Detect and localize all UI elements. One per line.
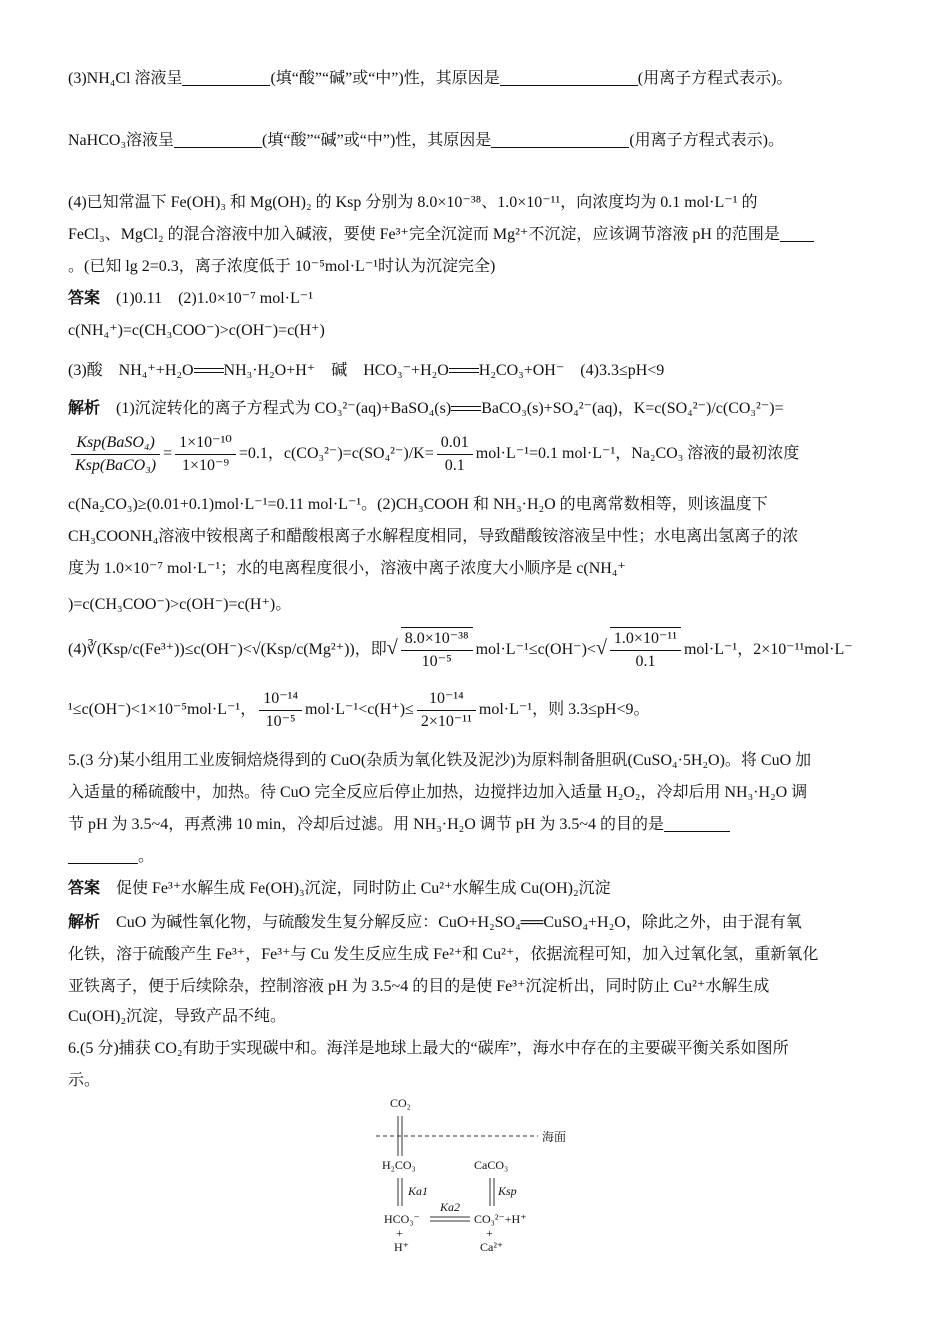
answer-2-text: 促使 Fe³⁺水解生成 Fe(OH)₃沉淀，同时防止 Cu²⁺水解生成 Cu(OH)₂沉淀 [116,880,611,897]
analysis-1-8b: mol·L⁻¹<c(H⁺)≤ [305,701,414,719]
label-plus: + [396,1226,403,1240]
q4-line-2-text: FeCl₃、MgCl₂ 的混合溶液中加入碱液，要使 Fe³⁺完全沉淀而 Mg²⁺不沉淀，应该调节溶液 pH 的范围是 [68,226,780,243]
analysis-1-8a: ¹≤c(OH⁻)<1×10⁻⁵mol·L⁻¹， [68,701,257,719]
equilibrium-arrow [451,405,481,413]
analysis-1-line-8 [68,688,650,733]
fraction-denominator: 10⁻⁵ [265,713,296,730]
q5-line-4 [68,846,154,868]
analysis-1-line-4: CH₃COONH₄溶液中铵根离子和醋酸根离子水解程度相同，导致醋酸铵溶液呈中性；水电离出氢离子的浓 [68,528,799,545]
label-h2co3: H₂CO₃ [382,1158,416,1172]
q5-line-2: 入适量的稀硫酸中，加热。待 CuO 完全反应后停止加热，边搅拌边加入适量 H₂O₂，冷却后用 NH₃·H₂O 调 [68,784,808,801]
answer-2-line [68,878,611,900]
fraction-values [175,432,236,477]
answer-blank[interactable] [780,225,814,242]
analysis-2-1: CuO 为碱性氧化物，与硫酸发生复分解反应：CuO+H₂SO₄══CuSO₄+H₂O，除此之外，由于混有氧 [116,914,802,931]
label-caco3: CaCO₃ [474,1158,509,1172]
q6-line-2: 示。 [68,1072,101,1089]
analysis-1-1b: BaCO₃(s)+SO₄²⁻(aq)，K=c(SO₄²⁻)/c(CO₃²⁻)= [481,400,784,417]
fraction-h2 [417,688,476,733]
fraction-numerator: 10⁻¹⁴ [417,688,476,711]
analysis-2-line-3: 亚铁离子，便于后续除杂，控制溶液 pH 为 3.5~4 的目的是使 Fe³⁺沉淀析出，同时防止 Cu²⁺水解生成 [68,978,770,995]
fraction-numerator: 0.01 [437,432,473,455]
q3-nahco3-mid: (填“酸”“碱”或“中”)性，其原因是 [262,132,492,149]
label-co3: CO₃²⁻+H⁺ [474,1212,527,1226]
fraction-denominator: 0.1 [444,457,465,474]
q3-nahco3-suffix: (用离子方程式表示)。 [629,132,784,149]
answer-label: 答案 [68,880,101,897]
label-ka2: Ka2 [440,1200,461,1214]
q6-line-1: 6.(5 分)捕获 CO₂有助于实现碳中和。海洋是地球上最大的“碳库”，海水中存在的主要碳平衡关系如图所 [68,1040,789,1057]
q3-nh4cl-suffix: (用离子方程式表示)。 [637,70,793,87]
q5-line-3 [68,814,730,836]
analysis-label: 解析 [68,914,101,931]
analysis-1-1a: (1)沉淀转化的离子方程式为 CO₃²⁻(aq)+BaSO₄(s) [116,400,452,417]
carbon-equilibrium-diagram [370,1094,580,1264]
label-hco3: HCO₃⁻ [384,1212,420,1226]
fraction-denominator: Ksp(BaCO₃) [75,457,157,474]
answer-blank[interactable] [664,815,730,832]
fraction-ksp [71,432,160,477]
q3-nahco3-prefix: NaHCO₃溶液呈 [68,132,175,149]
analysis-2-line-4: Cu(OH)₂沉淀，导致产品不纯。 [68,1008,287,1025]
answer-1-3b: NH₃·H₂O+H⁺ 碱 HCO₃⁻+H₂O [223,362,449,379]
answer-1-3a: (3)酸 NH₄⁺+H₂O [68,362,194,379]
label-sea-surface: 海面 [542,1130,567,1144]
analysis-1-line-5: 度为 1.0×10⁻⁷ mol·L⁻¹；水的电离程度很小，溶液中离子浓度大小顺序是 c(NH₄⁺ [68,560,626,577]
fraction-numerator: 8.0×10⁻³⁸ [401,628,473,651]
label-ca: Ca²⁺ [480,1240,504,1254]
label-co2: CO₂ [390,1096,411,1110]
fraction-concentration [437,432,473,477]
equilibrium-arrow [194,367,224,375]
analysis-1-line-3: c(Na₂CO₃)≥(0.01+0.1)mol·L⁻¹=0.11 mol·L⁻¹。(2)CH₃COOH 和 NH₃·H₂O 的电离常数相等，则该温度下 [68,496,768,513]
analysis-1-7a: (4)∛(Ksp/c(Fe³⁺))≤c(OH⁻)<√(Ksp/c(Mg²⁺))，即 [68,641,387,658]
fraction-h1 [259,688,302,733]
answer-1-3c: H₂CO₃+OH⁻ (4)3.3≤pH<9 [478,362,665,379]
q4-line-2 [68,224,814,246]
answer-blank[interactable] [182,69,270,86]
analysis-1-2-end: mol·L⁻¹=0.1 mol·L⁻¹，Na₂CO₃ 溶液的最初浓度 [475,445,800,463]
q3-nh4cl-prefix: (3)NH₄Cl 溶液呈 [68,70,183,87]
analysis-1-2-mid: =0.1，c(CO₃²⁻)=c(SO₄²⁻)/K= [238,445,434,463]
q3-nh4cl-mid: (填“酸”“碱”或“中”)性，其原因是 [270,70,500,87]
fraction-numerator: 1×10⁻¹⁰ [175,432,236,455]
q4-line-1: (4)已知常温下 Fe(OH)₃ 和 Mg(OH)₂ 的 Ksp 分别为 8.0×10⁻³⁸、1.0×10⁻¹¹，向浓度均为 0.1 mol·L⁻¹ 的 [68,194,758,211]
q4-line-3: 。(已知 lg 2=0.3，离子浓度低于 10⁻⁵mol·L⁻¹时认为沉淀完全) [68,258,496,275]
analysis-1-7b: mol·L⁻¹≤c(OH⁻)< [475,641,596,658]
fraction-numerator: Ksp(BaSO₄) [71,432,160,455]
analysis-1-7c: mol·L⁻¹，2×10⁻¹¹mol·L⁻ [683,641,853,658]
label-ksp: Ksp [498,1184,517,1198]
answer-blank[interactable] [491,131,629,148]
label-ka1: Ka1 [408,1184,429,1198]
root-icon: √ [595,637,607,659]
analysis-2-line-2: 化铁，溶于硫酸产生 Fe³⁺，Fe³⁺与 Cu 发生反应生成 Fe²⁺和 Cu²⁺，依据流程可知，加入过氧化氢，重新氧化 [68,946,819,963]
fraction-denominator: 1×10⁻⁹ [181,457,230,474]
q3-nahco3-line [68,130,784,152]
root-icon: √ [386,637,398,659]
label-plus: + [486,1226,493,1240]
analysis-1-line-7 [68,626,853,673]
answer-1-line-3 [68,360,664,382]
equilibrium-arrow [449,367,479,375]
analysis-1-line-2: $\frac{\text{Ksp(BaSO₄)}}{\text{Ksp(BaCO₃)}}$ = $\frac{\text{1×10⁻¹⁰}}{\text{1×10⁻⁹}}$ =0.1，c(CO₃²⁻)=c(SO₄²⁻)/K= $\frac{0.01}{0.1}$ mol·L⁻¹=0.1 mol·L⁻¹，Na₂CO₃ 溶液的最初浓度 [68,432,799,477]
fraction-numerator: 10⁻¹⁴ [259,688,302,711]
fraction-denominator: 0.1 [635,653,656,671]
q5-line-1: 5.(3 分)某小组用工业废铜焙烧得到的 CuO(杂质为氧化铁及泥沙)为原料制备胆矾(CuSO₄·5H₂O)。将 CuO 加 [68,752,812,769]
analysis-1-line-1 [68,398,784,420]
answer-1-line-2: c(NH₄⁺)=c(CH₃COO⁻)>c(OH⁻)=c(H⁺) [68,322,325,339]
analysis-1-line-6: )=c(CH₃COO⁻)>c(OH⁻)=c(H⁺)。 [68,596,292,613]
answer-blank[interactable] [500,69,638,86]
root-fraction-2 [610,627,681,673]
q3-nh4cl-line [68,68,792,90]
analysis-1-8c: mol·L⁻¹，则 3.3≤pH<9。 [478,701,650,719]
root-fraction-1 [401,627,473,673]
answer-1-text: (1)0.11 (2)1.0×10⁻⁷ mol·L⁻¹ [116,290,314,307]
answer-blank[interactable] [174,131,262,148]
label-h: H⁺ [394,1240,409,1254]
q5-line-4-text: 。 [138,848,155,865]
fraction-numerator: 1.0×10⁻¹¹ [610,628,681,651]
fraction-denominator: 10⁻⁵ [421,653,452,671]
analysis-2-line-1 [68,912,802,934]
fraction-denominator: 2×10⁻¹¹ [420,713,472,730]
answer-1-line [68,288,313,310]
analysis-label: 解析 [68,400,101,417]
answer-label: 答案 [68,290,101,307]
q5-line-3-text: 节 pH 为 3.5~4，再煮沸 10 min，冷却后过滤。用 NH₃·H₂O 调节 pH 为 3.5~4 的目的是 [68,816,665,833]
answer-blank[interactable] [68,847,138,864]
